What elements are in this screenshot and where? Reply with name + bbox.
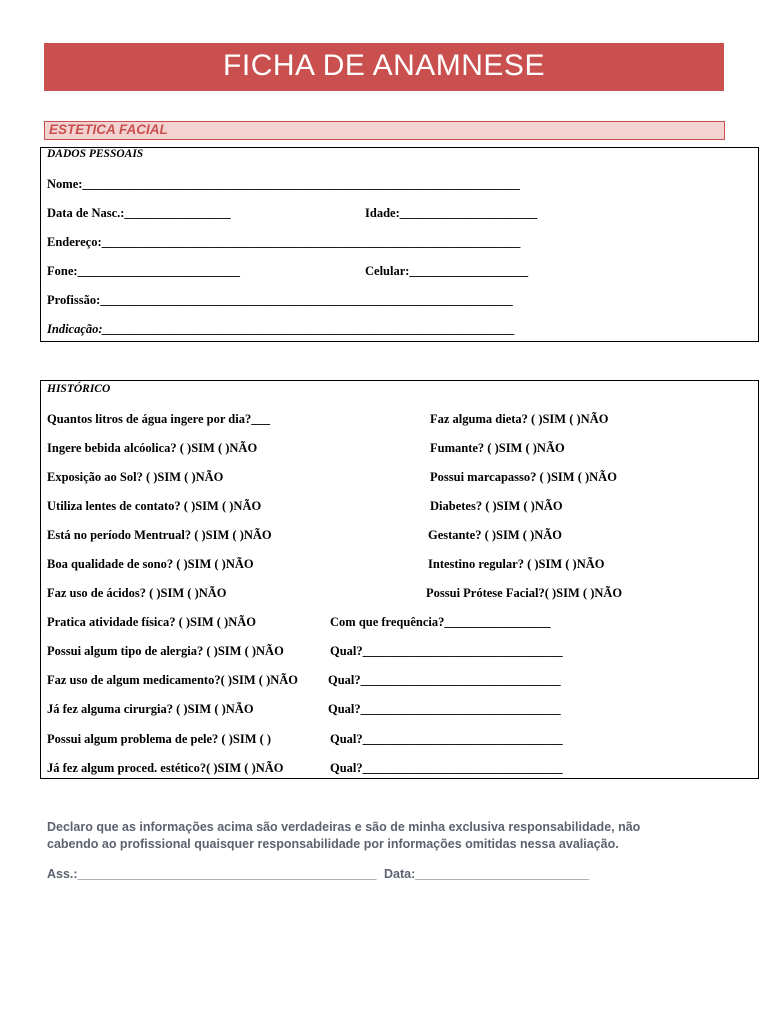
history-question-left[interactable]: Quantos litros de água ingere por dia?___ (47, 412, 270, 426)
profession-field[interactable]: Profissão:__________________________________________________________________ (47, 293, 513, 307)
history-question-right[interactable]: Diabetes? ( )SIM ( )NÃO (430, 499, 563, 513)
nome-field[interactable]: Nome:______________________________________________________________________ (47, 177, 520, 191)
section-bar (44, 121, 725, 140)
declaration-line-2: cabendo ao profissional quaisquer responsabilidade por informações omitidas nessa avaliação. (47, 837, 619, 851)
history-extra-answer[interactable]: Qual?________________________________ (328, 702, 561, 716)
age-field[interactable]: Idade:______________________ (365, 206, 538, 220)
personal-data-heading: DADOS PESSOAIS (47, 148, 144, 160)
title-banner (44, 43, 724, 91)
history-extra-question[interactable]: Já fez algum proced. estético?( )SIM ( )NÃO (47, 761, 284, 775)
address-field[interactable]: Endereço:___________________________________________________________________ (47, 235, 521, 249)
history-extra-question[interactable]: Possui algum problema de pele? ( )SIM ( ) (47, 732, 272, 746)
history-question-right[interactable]: Possui Prótese Facial?( )SIM ( )NÃO (426, 586, 623, 600)
history-extra-answer[interactable]: Qual?________________________________ (330, 644, 563, 658)
declaration-line-1: Declaro que as informações acima são verdadeiras e são de minha exclusiva responsabilidade, não (47, 820, 641, 834)
history-heading: HISTÓRICO (47, 383, 111, 395)
history-extra-answer[interactable]: Qual?________________________________ (330, 761, 563, 775)
history-box (40, 380, 759, 779)
history-question-left[interactable]: Está no período Mentrual? ( )SIM ( )NÃO (47, 528, 272, 542)
history-question-left[interactable]: Utiliza lentes de contato? ( )SIM ( )NÃO (47, 499, 262, 513)
history-question-left[interactable]: Boa qualidade de sono? ( )SIM ( )NÃO (47, 557, 254, 571)
history-question-right[interactable]: Gestante? ( )SIM ( )NÃO (428, 528, 563, 542)
history-extra-answer[interactable]: Qual?________________________________ (330, 732, 563, 746)
history-question-left[interactable]: Exposição ao Sol? ( )SIM ( )NÃO (47, 470, 224, 484)
page-title: FICHA DE ANAMNESE (223, 49, 545, 82)
history-question-left[interactable]: Faz uso de ácidos? ( )SIM ( )NÃO (47, 586, 227, 600)
section-title: ESTETICA FACIAL (49, 122, 168, 137)
history-question-right[interactable]: Faz alguma dieta? ( )SIM ( )NÃO (430, 412, 609, 426)
cellphone-field[interactable]: Celular:___________________ (365, 264, 529, 278)
history-extra-question[interactable]: Faz uso de algum medicamento?( )SIM ( )NÃO (47, 673, 299, 687)
history-question-right[interactable]: Intestino regular? ( )SIM ( )NÃO (428, 557, 605, 571)
signature-field[interactable]: Ass.:___________________________________________ (47, 867, 377, 881)
history-extra-question[interactable]: Já fez alguma cirurgia? ( )SIM ( )NÃO (47, 702, 254, 716)
history-extra-question[interactable]: Pratica atividade física? ( )SIM ( )NÃO (47, 615, 256, 629)
history-extra-answer[interactable]: Com que frequência?_________________ (330, 615, 551, 629)
phone-field[interactable]: Fone:__________________________ (47, 264, 241, 278)
date-field[interactable]: Data:_________________________ (384, 867, 590, 881)
history-question-right[interactable]: Fumante? ( )SIM ( )NÃO (430, 441, 565, 455)
referral-field[interactable]: Indicação:__________________________________________________________________ (47, 322, 516, 336)
birth-date-field[interactable]: Data de Nasc.:_________________ (47, 206, 231, 220)
history-question-left[interactable]: Ingere bebida alcóolica? ( )SIM ( )NÃO (47, 441, 258, 455)
history-extra-question[interactable]: Possui algum tipo de alergia? ( )SIM ( )NÃO (47, 644, 284, 658)
history-extra-answer[interactable]: Qual?________________________________ (328, 673, 561, 687)
history-question-right[interactable]: Possui marcapasso? ( )SIM ( )NÃO (430, 470, 617, 484)
